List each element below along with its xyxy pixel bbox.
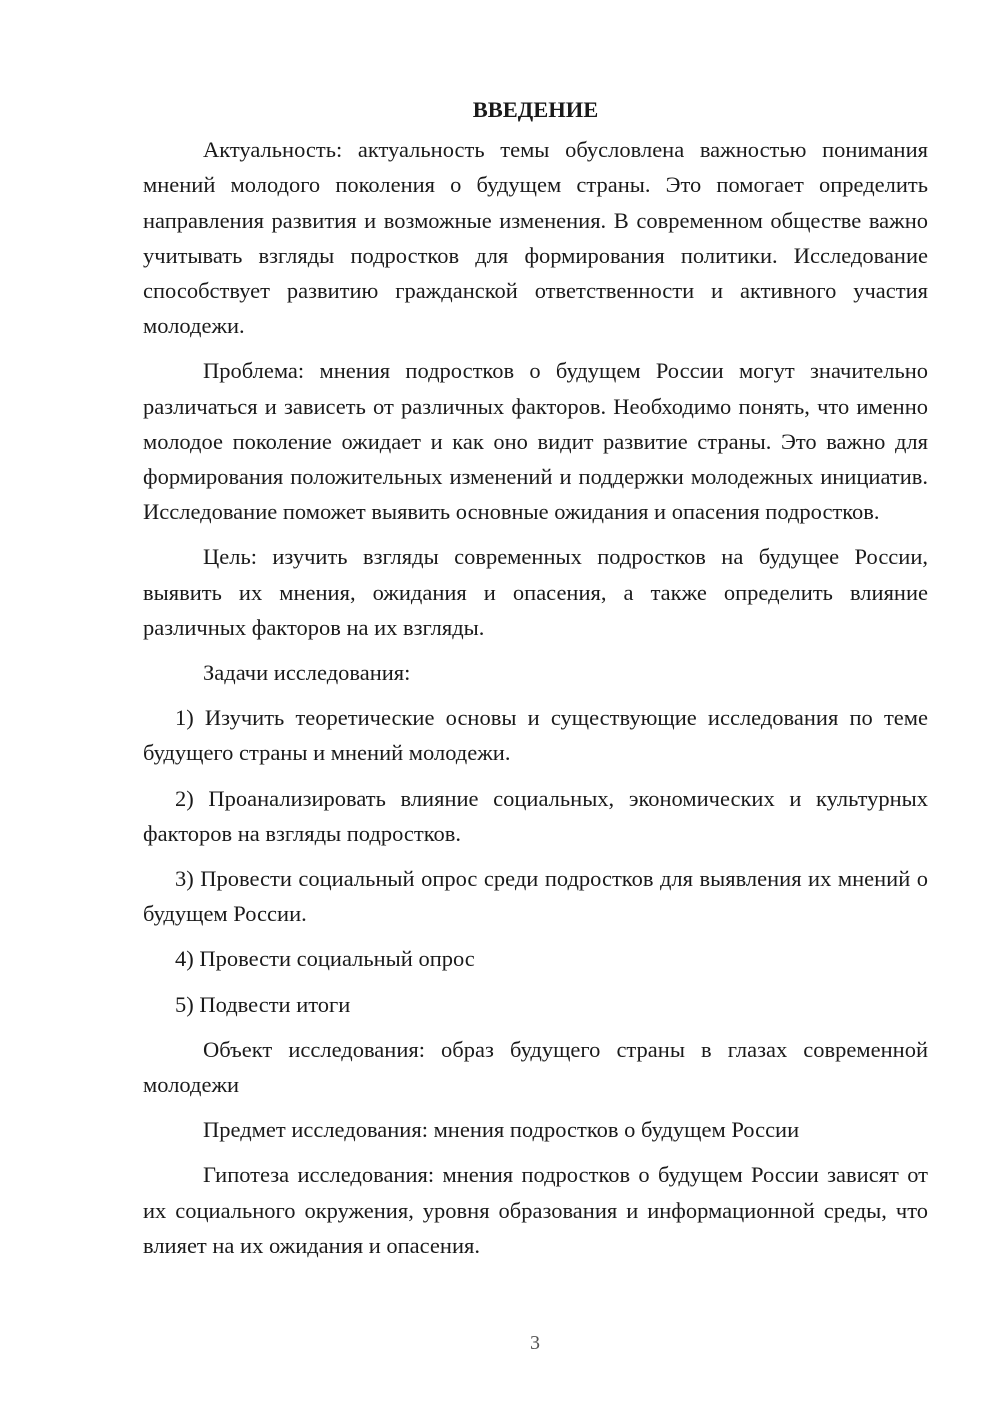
paragraph-hypothesis: Гипотеза исследования: мнения подростков о будущем России зависят от их социального окружения, уровня образования и информационной среды, что влияет на их ожидания и опасения. — [143, 1162, 928, 1258]
paragraph-problem: Проблема: мнения подростков о будущем России могут значительно различаться и зависеть от различных факторов. Необходимо понять, что именно молодое поколение ожидает и как оно видит развитие страны. Это важно для формирования положительных изменений и поддержки молодежных инициатив. Исследование поможет выявить основные ожидания и опасения подростков. — [143, 358, 928, 525]
paragraph-object: Объект исследования: образ будущего страны в глазах современной молодежи — [143, 1036, 928, 1098]
paragraph-tasks-heading: Задачи исследования: — [203, 660, 411, 686]
task-item-3: 3) Провести социальный опрос среди подростков для выявления их мнений о будущем России. — [143, 866, 928, 927]
paragraph-relevance: Актуальность: актуальность темы обусловлена важностью понимания мнений молодого поколения о будущем страны. Это помогает определить направления развития и возможные изменения. В современном обществе важно учитывать взгляды подростков для формирования политики. Исследование способствует развитию гражданской ответственности и активного участия молодежи. — [143, 137, 928, 339]
page-number: 3 — [530, 1332, 540, 1354]
paragraph-subject: Предмет исследования: мнения подростков о будущем России — [203, 1117, 800, 1143]
paragraph-goal: Цель: изучить взгляды современных подростков на будущее России, выявить их мнения, ожидания и опасения, а также определить влияние различных факторов на их взгляды. — [143, 544, 928, 640]
task-item-4: 4) Провести социальный опрос — [175, 946, 475, 972]
task-item-1: 1) Изучить теоретические основы и существующие исследования по теме будущего страны и мнений молодежи. — [143, 705, 928, 766]
task-item-5: 5) Подвести итоги — [175, 991, 351, 1017]
section-title: ВВЕДЕНИЕ — [472, 97, 599, 122]
task-item-2: 2) Проанализировать влияние социальных, экономических и культурных факторов на взгляды подростков. — [143, 785, 928, 846]
document-page — [143, 92, 928, 1273]
